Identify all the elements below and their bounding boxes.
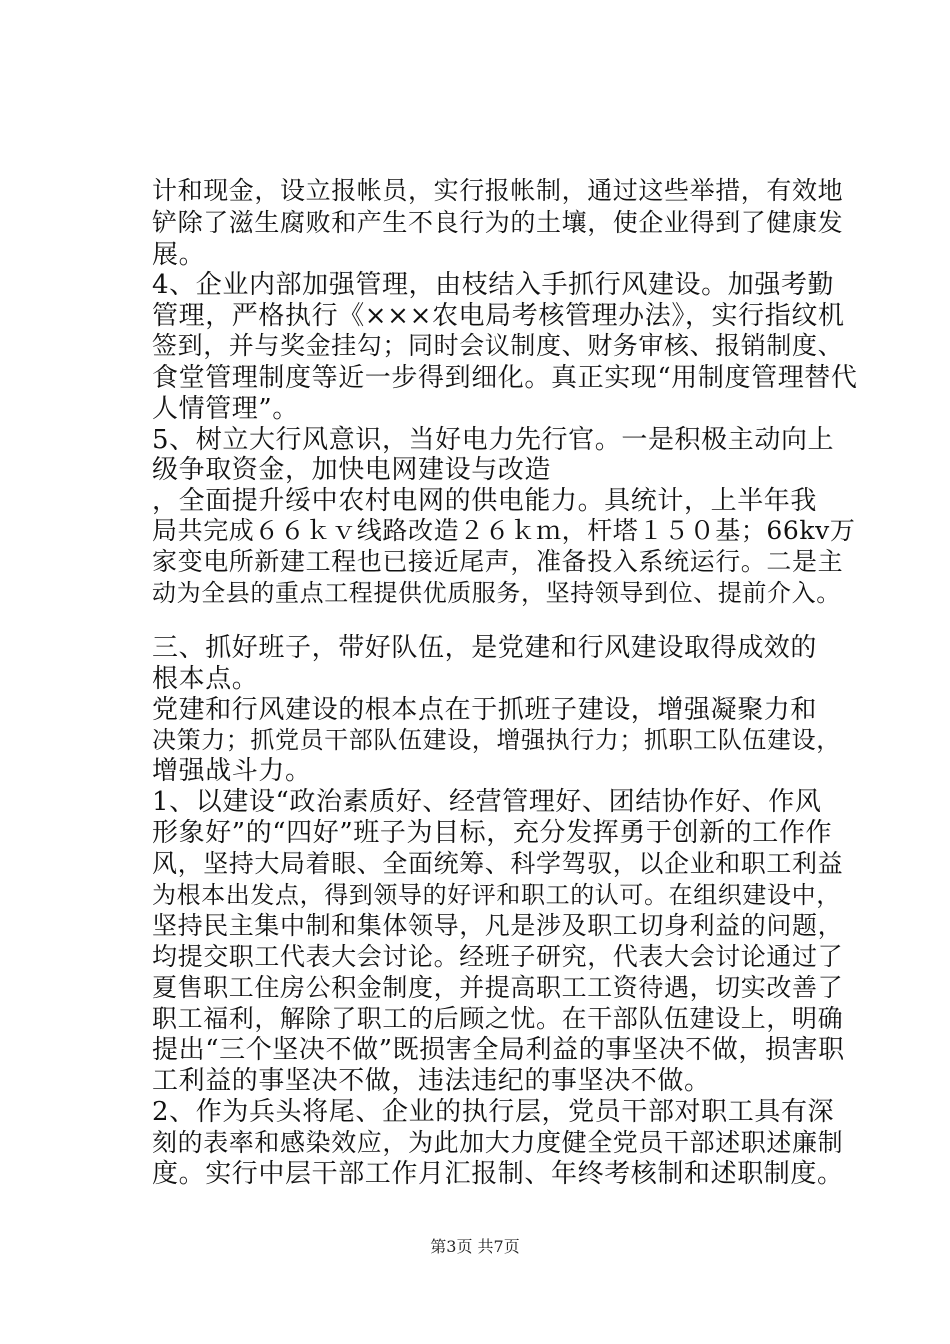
text-line: 4、企业内部加强管理，由枝结入手抓行风建设。加强考勤: [152, 270, 835, 300]
text-line: 级争取资金，加快电网建设与改造: [152, 455, 552, 485]
text-line: 局共完成６６ｋｖ线路改造２６ｋｍ，杆塔１５０基；66kv万: [152, 516, 856, 545]
text-line: 党建和行风建设的根本点在于抓班子建设，增强凝聚力和: [152, 695, 818, 725]
text-line: 签到，并与奖金挂勾；同时会议制度、财务审核、报销制度、: [152, 331, 844, 360]
text-line: 家变电所新建工程也已接近尾声，准备投入系统运行。二是主: [152, 547, 844, 576]
text-line: 1、以建设“政治素质好、经营管理好、团结协作好、作风: [152, 787, 822, 817]
text-line: 计和现金，设立报帐员，实行报帐制，通过这些举措，有效地: [152, 176, 844, 205]
text-line: 提出“三个坚决不做”既损害全局利益的事坚决不做，损害职: [152, 1035, 845, 1065]
text-line: 展。: [152, 240, 206, 270]
page-footer: 第3页 共7页: [430, 1237, 520, 1256]
text-line: 形象好”的“四好”班子为目标，充分发挥勇于创新的工作作: [152, 818, 833, 848]
text-line: 食堂管理制度等近一步得到细化。真正实现“用制度管理替代: [152, 363, 858, 393]
text-line: 均提交职工代表大会讨论。经班子研究，代表大会讨论通过了: [152, 942, 844, 971]
text-line: 动为全县的重点工程提供优质服务，坚持领导到位、提前介入。: [152, 579, 841, 607]
text-line: 风，坚持大局着眼、全面统筹、科学驾驭，以企业和职工利益: [152, 849, 844, 878]
text-line: 夏售职工住房公积金制度，并提高职工工资待遇，切实改善了: [152, 973, 844, 1002]
text-line: 5、树立大行风意识，当好电力先行官。一是积极主动向上: [152, 425, 835, 455]
text-line: 为根本出发点，得到领导的好评和职工的认可。在组织建设中，: [152, 881, 841, 909]
text-line: 职工福利，解除了职工的后顾之忧。在干部队伍建设上，明确: [152, 1004, 844, 1033]
text-line: 度。实行中层干部工作月汇报制、年终考核制和述职制度。: [152, 1159, 844, 1189]
text-line: 坚持民主集中制和集体领导，凡是涉及职工切身利益的问题，: [152, 911, 844, 940]
text-line: 工利益的事坚决不做，违法违纪的事坚决不做。: [152, 1066, 711, 1096]
text-line: 刻的表率和感染效应，为此加大力度健全党员干部述职述廉制: [152, 1128, 844, 1157]
text-line: 三、抓好班子，带好队伍，是党建和行风建设取得成效的: [152, 633, 818, 663]
text-line: 人情管理”。: [152, 394, 299, 424]
text-line: 2、作为兵头将尾、企业的执行层，党员干部对职工具有深: [152, 1097, 835, 1127]
text-line: ，全面提升绥中农村电网的供电能力。具统计，上半年我: [152, 486, 818, 516]
text-line: 根本点。: [152, 664, 259, 694]
text-line: 管理，严格执行《×××农电局考核管理办法》，实行指纹机: [152, 301, 845, 331]
text-line: 增强战斗力。: [152, 756, 312, 786]
text-line: 铲除了滋生腐败和产生不良行为的土壤，使企业得到了健康发: [152, 208, 844, 237]
text-line: 决策力；抓党员干部队伍建设，增强执行力；抓职工队伍建设，: [152, 726, 841, 754]
